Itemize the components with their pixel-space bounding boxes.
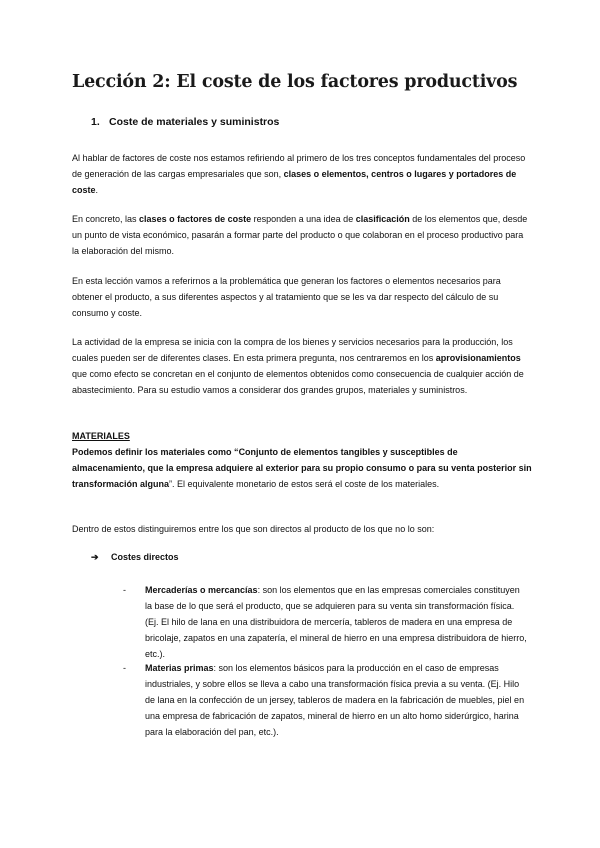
materiales-heading: MATERIALES [72,431,130,441]
item-term: Materias primas [145,663,214,673]
page-title: Lección 2: El coste de los factores productivos [72,72,518,92]
paragraph-factores [72,150,532,198]
item-text: : son los elementos que en las empresas comerciales constituyen la base de lo que será el producto, que se adquieren para su venta sin transformación física. (Ej. El hilo de lana en una distribuidora de mercería, tableros de madera en una empresa de bricolaje, zapatos en una zapatería, el mineral de hierro en una empresa distribuidora de hierro, etc.). [145,585,527,659]
dash-marker: - [123,585,126,595]
item-term: Mercaderías o mercancías [145,585,258,595]
p1-bold: clases o elementos, centros o lugares y portadores de coste [72,169,517,195]
section-heading [91,116,279,128]
p2-text-a: En concreto, las [72,214,140,224]
dash-marker: - [123,663,126,673]
materiales-intro: Podemos definir los materiales como “ [72,447,239,457]
costes-directos-label: Costes directos [111,552,179,562]
item-text: : son los elementos básicos para la producción en el caso de empresas industriales, y sobre ellos se lleva a cabo una transformación física previa a su venta. (Ej. Hilo de lana en la confección de un jersey, tableros de madera en la fabricación de muebles, piel en una empresa de fabricación de zapatos, mineral de hierro en un alto homo siderúrgico, harina para la elaboración del pan, etc.). [145,663,525,737]
p4-bold: aprovisionamientos [435,353,521,363]
paragraph-actividad [72,334,532,398]
p2-text-e: de los elementos que, desde un punto de vista económico, pasarán a formar parte del producto o que colaboran en el proceso productivo para la elaboración del mismo. [72,214,528,256]
arrow-icon: ➔ [91,552,99,562]
paragraph-leccion: En esta lección vamos a referirnos a la problemática que generan los factores o elementos necesarios para obtener el producto, a sus diferentes aspectos y al tratamiento que se les va dar respecto del cálculo de su consumo y coste. [72,276,501,318]
materiales-definition: Conjunto de elementos tangibles y susceptibles de almacenamiento, que la empresa adquiere al exterior para su propio consumo o para su venta posterior sin transformación alguna [72,447,532,489]
p2-bold-clases: clases o factores de coste [139,214,252,224]
p4-text-a: La actividad de la empresa se inicia con la compra de los bienes y servicios necesarios para la producción, los cuales pueden ser de diferentes clases. En esta primera pregunta, nos centraremos en los [72,337,513,363]
p4-text-c: que como efecto se concretan en el conjunto de elementos obtenidos como consecuencia de cualquier acción de abastecimiento. Para su estudio vamos a considerar dos grandes grupos, materiales y suministros. [72,369,524,395]
list-item [123,582,528,662]
paragraph-clases [72,211,532,259]
costes-directos-bullet [91,552,179,563]
paragraph-materiales [72,428,532,492]
section-label: Coste de materiales y suministros [109,116,280,128]
section-number: 1. [91,116,100,128]
p1-text-a: Al hablar de factores de coste nos estamos refiriendo al primero de los tres conceptos fundamentales del proceso de generación de las cargas empresariales que son, [72,153,526,179]
paragraph-distinguiremos: Dentro de estos distinguiremos entre los que son directos al producto de los que no lo son: [72,524,435,534]
p2-text-c: responden a una idea de [251,214,356,224]
list-item [123,660,528,740]
materiales-text-c: ”. El equivalente monetario de estos será el coste de los materiales. [169,479,440,489]
p2-bold-clasificacion: clasificación [355,214,410,224]
p1-text-c: . [95,185,99,195]
